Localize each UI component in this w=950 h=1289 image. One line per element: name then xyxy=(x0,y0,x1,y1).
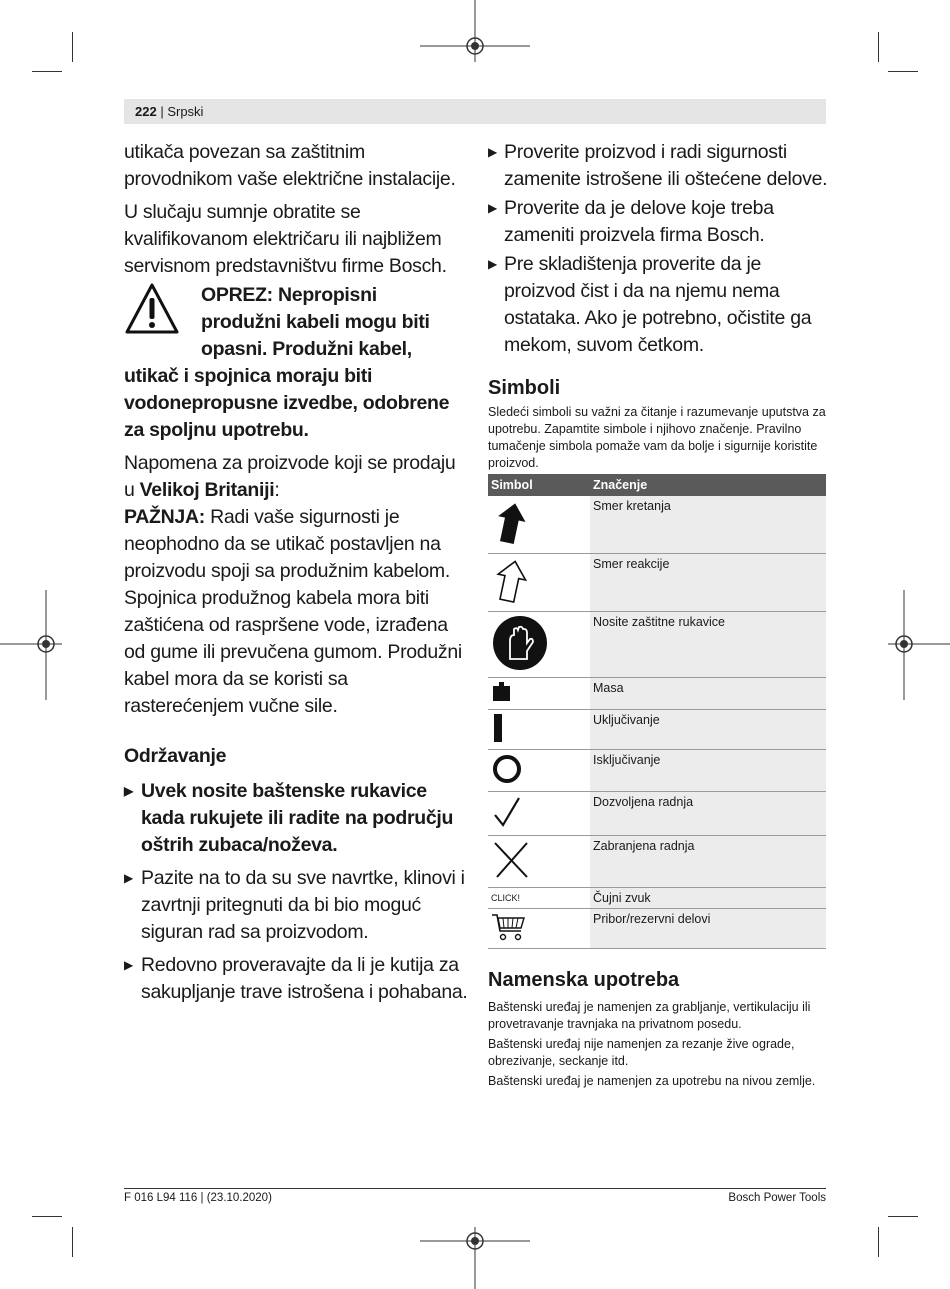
paragraph: Baštenski uređaj je namenjen za upotrebu na nivou zemlje. xyxy=(488,1074,816,1088)
cross-icon xyxy=(491,839,531,881)
attention-paragraph xyxy=(124,504,469,720)
footer-brand: Bosch Power Tools xyxy=(728,1192,826,1204)
bullet-triangle-icon: ▶ xyxy=(124,871,133,885)
switch-off-icon xyxy=(491,753,525,785)
footer-divider xyxy=(124,1188,826,1189)
list-item-text: Pre skladištenja proverite da je proizvod čist i da na njemu nema ostataka. Ako je potrebno, očistite ga mekom, suvom četkom. xyxy=(504,253,812,356)
list-item-text: Proverite da je delove koje treba zameniti proizvela firma Bosch. xyxy=(504,197,774,246)
warning-block xyxy=(124,282,469,444)
table-header: Simbol xyxy=(488,474,590,496)
registration-mark-top xyxy=(420,0,530,62)
bullet-triangle-icon: ▶ xyxy=(124,958,133,972)
warning-title: OPREZ: Nepropisni xyxy=(201,284,377,306)
symbol-meaning: Isključivanje xyxy=(590,750,826,792)
list-item xyxy=(488,195,828,249)
table-row xyxy=(488,554,826,612)
symbol-meaning: Smer kretanja xyxy=(590,496,826,554)
page-header: 222 | Srpski xyxy=(135,104,204,119)
right-column xyxy=(488,139,828,1090)
crop-mark xyxy=(888,1216,918,1217)
warning-text: produžni kabeli mogu biti xyxy=(201,311,430,333)
table-row xyxy=(488,496,826,554)
page-number: 222 xyxy=(135,104,157,119)
symbol-meaning: Čujni zvuk xyxy=(590,888,826,909)
table-row xyxy=(488,710,826,750)
attention-text: Radi vaše sigurnosti je neophodno da se utikač postavljen na proizvodu spoji sa produžnim kabelom. Spojnica produžnog kabela mora biti zaštićena od raspršene vode, izrađena od gume ili prevučena gumom. Produžni kabel mora da se koristi sa rasterećenjem vučne sile. xyxy=(124,506,462,717)
list-item-text: Proverite proizvod i radi sigurnosti zamenite istrošene ili oštećene delove. xyxy=(504,141,828,190)
table-row xyxy=(488,678,826,710)
paragraph: Baštenski uređaj je namenjen za grabljanje, vertikulaciju ili provetravanje travnjaka na privatnom posedu. xyxy=(488,1000,811,1031)
symbol-meaning: Pribor/rezervni delovi xyxy=(590,909,826,949)
table-row xyxy=(488,909,826,949)
paragraph: Baštenski uređaj nije namenjen za rezanje žive ograde, obrezivanje, seckanje itd. xyxy=(488,1037,795,1068)
symbol-meaning: Dozvoljena radnja xyxy=(590,792,826,836)
registration-mark-left xyxy=(0,590,62,700)
table-header: Značenje xyxy=(590,474,826,496)
crop-mark xyxy=(878,1227,879,1257)
crop-mark xyxy=(888,71,918,72)
list-item xyxy=(488,251,828,359)
table-row xyxy=(488,836,826,888)
symbols-heading: Simboli xyxy=(488,377,561,399)
symbol-meaning: Uključivanje xyxy=(590,710,826,750)
left-column xyxy=(124,139,469,1006)
symbols-intro: Sledeći simboli su važni za čitanje i razumevanje uputstva za upotrebu. Zapamtite simbole i njihovo značenje. Pravilno tumačenje simbola pomaže vam da bolje i sigurnije koristite proizvod. xyxy=(488,405,826,470)
cart-icon xyxy=(491,912,527,942)
symbol-meaning: Masa xyxy=(590,678,826,710)
bullet-triangle-icon: ▶ xyxy=(488,201,497,215)
list-item xyxy=(124,952,469,1006)
gloves-icon xyxy=(491,615,549,671)
uk-note xyxy=(124,450,469,504)
bullet-triangle-icon: ▶ xyxy=(488,145,497,159)
table-row xyxy=(488,612,826,678)
list-item xyxy=(124,778,469,859)
maintenance-heading: Održavanje xyxy=(124,745,227,767)
attention-label: PAŽNJA: xyxy=(124,506,205,528)
arrow-outline-icon xyxy=(491,557,531,605)
list-item-text: Uvek nosite baštenske rukavice kada rukujete ili radite na području oštrih zubaca/noževa. xyxy=(141,780,454,856)
header-bar xyxy=(124,99,826,124)
list-item xyxy=(124,865,469,946)
section-name: Srpski xyxy=(167,104,204,119)
warning-triangle-icon xyxy=(124,282,180,336)
crop-mark xyxy=(72,32,73,62)
crop-mark xyxy=(72,1227,73,1257)
symbol-meaning: Nosite zaštitne rukavice xyxy=(590,612,826,678)
crop-mark xyxy=(878,32,879,62)
symbols-table xyxy=(488,474,826,949)
paragraph: U slučaju sumnje obratite se kvalifikovanom električaru ili najbližem servisnom predstavništvu firme Bosch. xyxy=(124,201,447,277)
bullet-triangle-icon: ▶ xyxy=(488,257,497,271)
switch-on-icon xyxy=(491,713,511,743)
symbol-meaning: Smer reakcije xyxy=(590,554,826,612)
table-row xyxy=(488,792,826,836)
intended-use-heading: Namenska upotreba xyxy=(488,969,680,991)
table-row xyxy=(488,750,826,792)
uk-note-text: Napomena za proizvode koji se prodaju u xyxy=(124,452,456,501)
table-row xyxy=(488,888,826,909)
crop-mark xyxy=(32,71,62,72)
uk-note-bold: Velikoj Britaniji xyxy=(139,479,275,501)
symbol-meaning: Zabranjena radnja xyxy=(590,836,826,888)
table-header-row xyxy=(488,474,826,496)
check-icon xyxy=(491,795,525,829)
paragraph: utikača povezan sa zaštitnim provodnikom vaše električne instalacije. xyxy=(124,141,456,190)
bullet-triangle-icon: ▶ xyxy=(124,784,133,798)
crop-mark xyxy=(32,1216,62,1217)
list-item xyxy=(488,139,828,193)
warning-text: utikač i spojnica moraju biti vodonepropusne izvedbe, odobrene za spoljnu upotrebu. xyxy=(124,365,450,441)
uk-note-colon: : xyxy=(274,479,280,501)
list-item-text: Redovno proveravajte da li je kutija za sakupljanje trave istrošena i pohabana. xyxy=(141,954,468,1003)
click-label: CLICK! xyxy=(488,888,590,909)
footer-doc-id: F 016 L94 116 | (23.10.2020) xyxy=(124,1192,272,1204)
arrow-filled-icon xyxy=(491,499,531,547)
weight-icon xyxy=(491,681,515,703)
registration-mark-right xyxy=(888,590,950,700)
warning-text: opasni. Produžni kabel, xyxy=(201,338,412,360)
registration-mark-bottom xyxy=(420,1227,530,1289)
list-item-text: Pazite na to da su sve navrtke, klinovi i zavrtnji pritegnuti da bi bio moguć siguran rad sa proizvodom. xyxy=(141,867,465,943)
